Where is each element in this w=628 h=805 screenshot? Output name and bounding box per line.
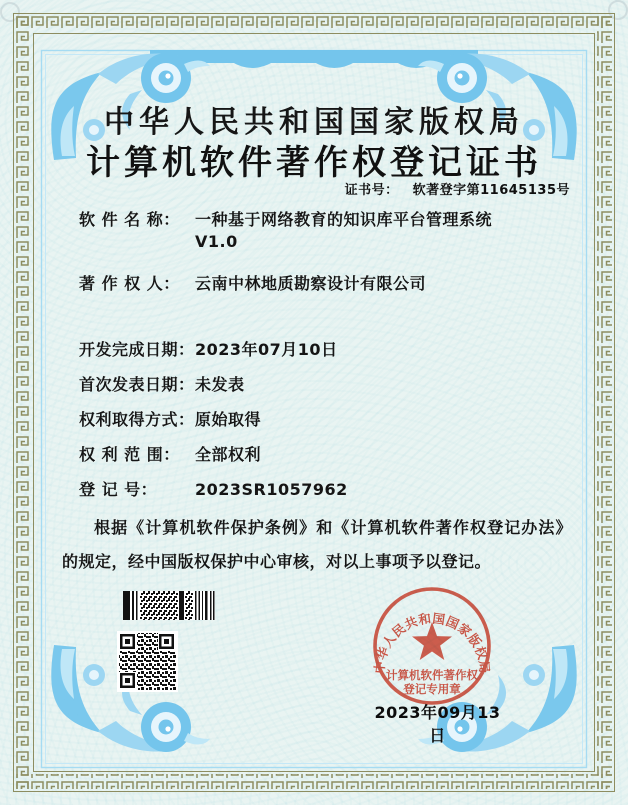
field-value: 云南中林地质勘察设计有限公司 bbox=[195, 274, 427, 293]
seal-arc-text: 中华人民共和国国家版权局 bbox=[371, 610, 493, 675]
seal-line2: 登记专用章 bbox=[403, 682, 461, 696]
field-value: 2023SR1057962 bbox=[195, 480, 348, 499]
authority-name: 中华人民共和国国家版权局 bbox=[104, 105, 524, 140]
field-label: 权 利 范 围： bbox=[79, 445, 180, 464]
field-value: 一种基于网络教育的知识库平台管理系统 bbox=[195, 210, 493, 229]
barcode-2d-icon bbox=[123, 591, 215, 620]
field-label: 软 件 名 称： bbox=[79, 210, 180, 229]
official-seal bbox=[369, 583, 495, 709]
certificate-number-value: 软著登字第11645135号 bbox=[412, 183, 570, 198]
seal-line1: 计算机软件著作权 bbox=[386, 668, 478, 682]
registration-date: 2023年09月13日 bbox=[374, 703, 501, 745]
registration-statement: 根据《计算机软件保护条例》和《计算机软件著作权登记办法》的规定，经中国版权保护中心审核，对以上事项予以登记。 bbox=[62, 518, 572, 571]
field-value-line2: V1.0 bbox=[195, 232, 238, 251]
field-value: 未发表 bbox=[195, 375, 245, 394]
certificate-title: 计算机软件著作权登记证书 bbox=[86, 143, 542, 183]
certificate-number bbox=[345, 179, 570, 198]
field-label: 权利取得方式： bbox=[79, 410, 195, 429]
certificate-number-label: 证书号： bbox=[344, 183, 399, 198]
field-value: 全部权利 bbox=[195, 445, 262, 464]
field-label: 著 作 权 人： bbox=[79, 274, 180, 293]
field-label: 开发完成日期： bbox=[79, 340, 195, 359]
field-value: 2023年07月10日 bbox=[195, 340, 338, 359]
qr-code-icon bbox=[117, 631, 178, 692]
field-value: 原始取得 bbox=[195, 410, 262, 429]
field-label: 首次发表日期： bbox=[79, 375, 195, 394]
field-label: 登 记 号： bbox=[79, 480, 158, 499]
